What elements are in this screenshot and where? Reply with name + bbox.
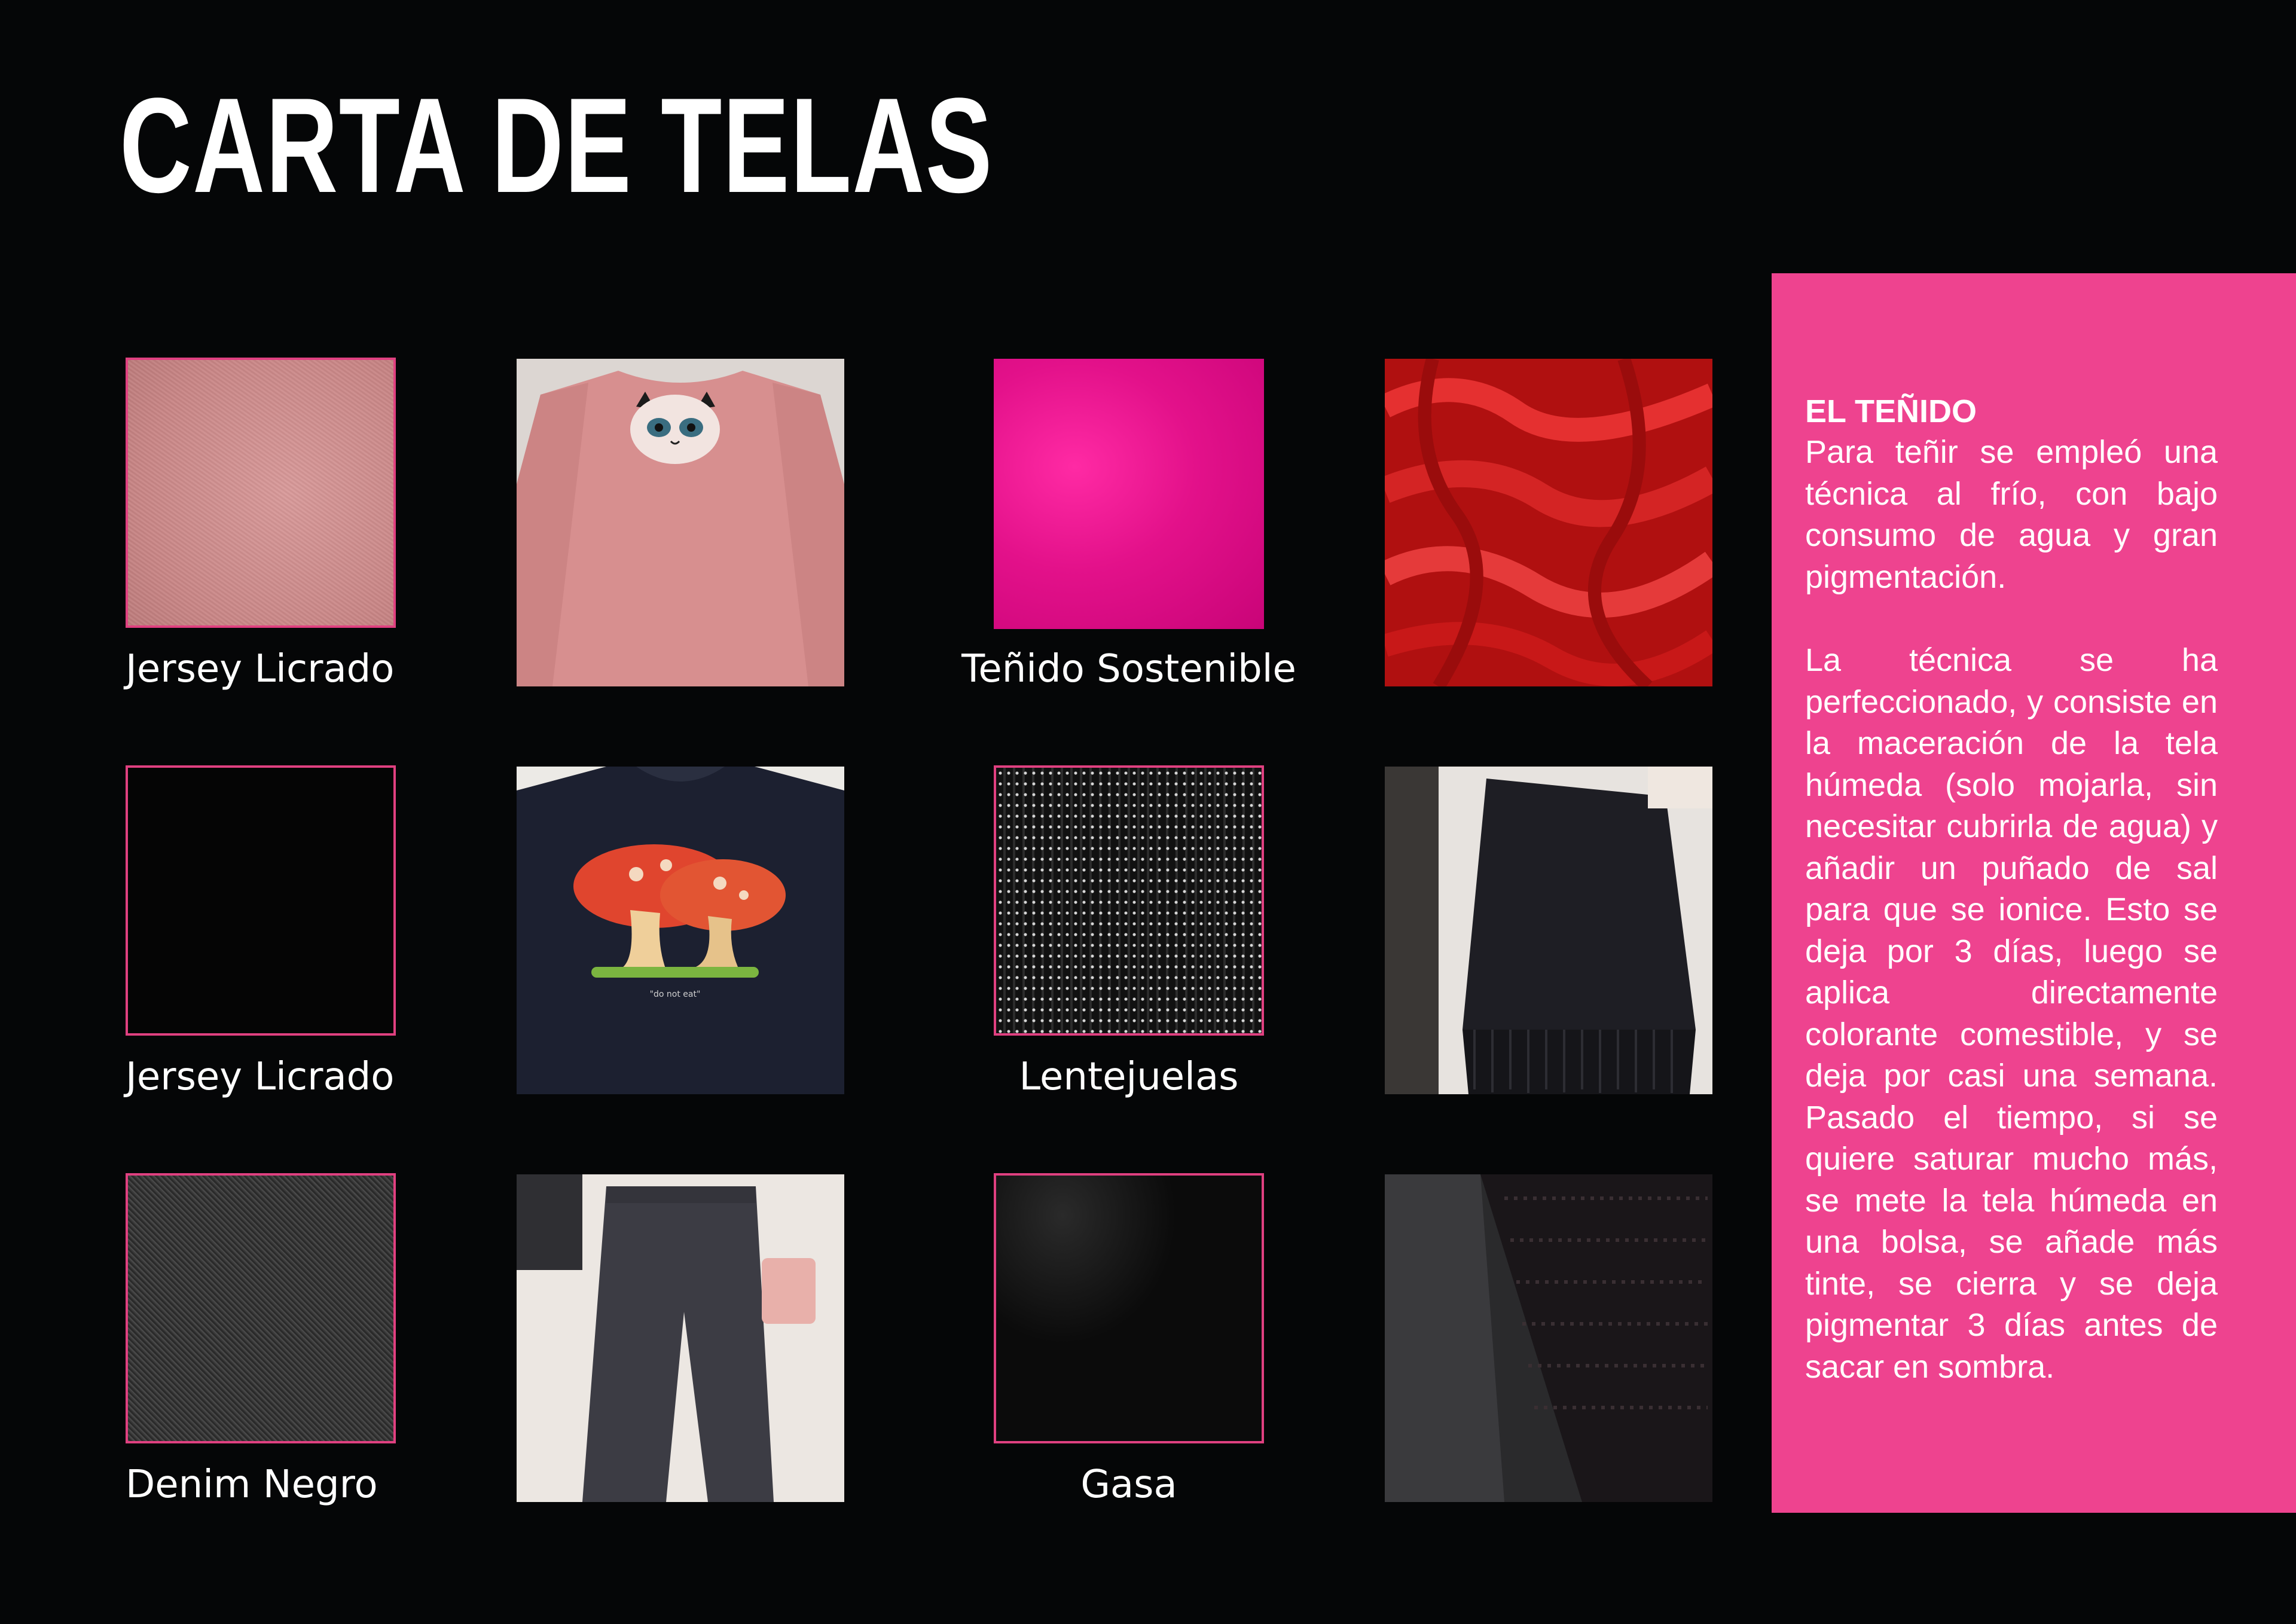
jacket-sequin-garment-photo-icon <box>1385 1174 1712 1502</box>
red-sequin-fabric-photo-icon <box>1385 359 1712 686</box>
fabric-label: Denim Negro <box>126 1463 378 1507</box>
fabric-label: Jersey Licrado <box>126 1055 395 1099</box>
panel-body <box>1805 432 2218 1430</box>
sequin-fabric-swatch-icon <box>994 765 1264 1036</box>
gasa-fabric-swatch-icon <box>994 1173 1264 1443</box>
mushroom-tshirt-photo-icon <box>517 767 844 1094</box>
info-panel <box>1772 273 2296 1513</box>
black-jeans-photo-icon <box>517 1174 844 1502</box>
black-fabric-swatch-icon <box>126 765 396 1036</box>
panel-paragraph: Para teñir se empleó una técnica al frío, con bajo consumo de agua y gran pigmentación. <box>1805 434 2218 595</box>
fabric-label: Jersey Licrado <box>126 647 395 691</box>
fabric-label: Lentejuelas <box>1019 1055 1239 1099</box>
denim-fabric-swatch-icon <box>126 1173 396 1443</box>
panel-heading: EL TEÑIDO <box>1805 393 1977 429</box>
fabric-label: Gasa <box>1080 1463 1177 1507</box>
magenta-dyed-fabric-swatch-icon <box>994 359 1264 629</box>
panel-paragraph: La técnica se ha perfeccionado, y consiste en la maceración de la tela húmeda (solo mojarla, sin necesitar cubrirla de agua) y añadir un puñado de sal para que se ionice. Esto se deja por 3 días, luego se aplica directamente colorante comestible, y se deja por casi una semana. Pasado el tiempo, si se quiere saturar mucho más, se mete la tela húmeda en una bolsa, se añade más tinte, se cierra y se deja pigmentar 3 días antes de sacar en sombra. <box>1805 642 2218 1385</box>
fabric-label: Teñido Sostenible <box>961 647 1296 691</box>
sequin-fringe-skirt-photo-icon <box>1385 767 1712 1094</box>
pink-cat-sweater-photo-icon <box>517 359 844 686</box>
page-title: CARTA DE TELAS <box>120 69 993 221</box>
tshirt-print-text: "do not eat" <box>649 990 701 999</box>
pink-fabric-swatch-icon <box>126 358 396 628</box>
